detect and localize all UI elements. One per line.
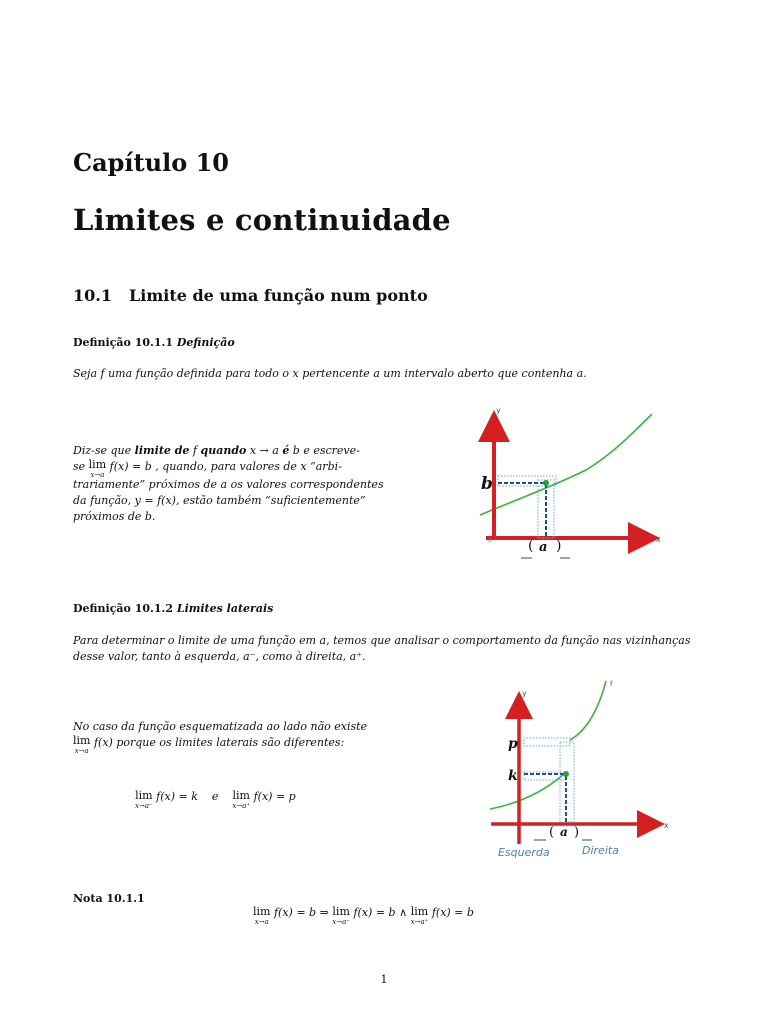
left-limit-point — [563, 771, 569, 777]
y-label: y — [496, 406, 501, 415]
definition-1-number: Definição 10.1.1 — [73, 336, 173, 349]
note-equation: lim x→a f(x) = b ⇒ lim x→a⁻ f(x) = b ∧ lim x→a⁺ f(x) = b — [253, 905, 474, 926]
b-label: b — [481, 474, 493, 494]
definition-1-intro: Seja f uma função definida para todo o x pertencente a um intervalo aberto que contenha a. — [73, 367, 587, 380]
lateral-limits-equation: lim x→a⁻ f(x) = k e lim x→a⁺ f(x) = p — [135, 789, 296, 810]
svg-text:): ) — [556, 538, 562, 554]
svg-text:(: ( — [528, 538, 534, 554]
lateral-limits-figure — [486, 676, 674, 862]
left-branch-curve — [490, 774, 564, 809]
origin-label: 0 — [488, 537, 492, 544]
limit-figure — [476, 400, 664, 572]
x-label: x — [664, 821, 669, 830]
definition-2-number: Definição 10.1.2 — [73, 602, 173, 615]
chapter-heading: Capítulo 10 — [73, 148, 229, 177]
page-title: Limites e continuidade — [73, 203, 451, 237]
left-side-label: Esquerda — [498, 846, 550, 859]
right-branch-curve — [570, 681, 606, 740]
definition-1-heading — [73, 336, 235, 349]
a-label: a — [560, 825, 568, 839]
y-label: y — [522, 689, 527, 698]
definition-1-paragraph: Diz-se que limite de f quando x → a é b e escreve- se lim x→a f(x) = b , quando, para valores de x “arbi- trariamente” próximos de a os valores correspondentes da função, y = f(x), estão também “suficientemente” próximos de b. — [73, 444, 384, 523]
x-label: x — [656, 535, 661, 544]
page-number: 1 — [380, 973, 388, 986]
f-label: f — [610, 680, 613, 688]
svg-text:): ) — [574, 825, 580, 840]
definition-1-name: Definição — [176, 336, 235, 349]
p-label: p — [508, 736, 518, 752]
definition-2-case: No caso da função esquematizada ao lado não existe lim x→a f(x) porque os limites laterais são diferentes: — [73, 720, 368, 755]
section-heading — [73, 286, 428, 305]
definition-2-name: Limites laterais — [176, 602, 274, 615]
svg-text:(: ( — [549, 825, 555, 840]
a-label: a — [539, 540, 548, 555]
section-title: Limite de uma função num ponto — [129, 286, 428, 305]
limit-point — [543, 480, 549, 486]
definition-2-text: Para determinar o limite de uma função em a, temos que analisar o comportamento da função nas vizinhanças desse valor, tanto à esquerda, a⁻, como à direita, a⁺. — [73, 634, 691, 663]
section-number: 10.1 — [73, 286, 112, 305]
function-curve — [480, 414, 652, 515]
right-side-label: Direita — [582, 844, 619, 857]
limit-symbol: lim x→a — [88, 458, 107, 479]
note-heading: Nota 10.1.1 — [73, 892, 145, 905]
k-label: k — [508, 768, 518, 784]
definition-2-heading — [73, 602, 273, 615]
